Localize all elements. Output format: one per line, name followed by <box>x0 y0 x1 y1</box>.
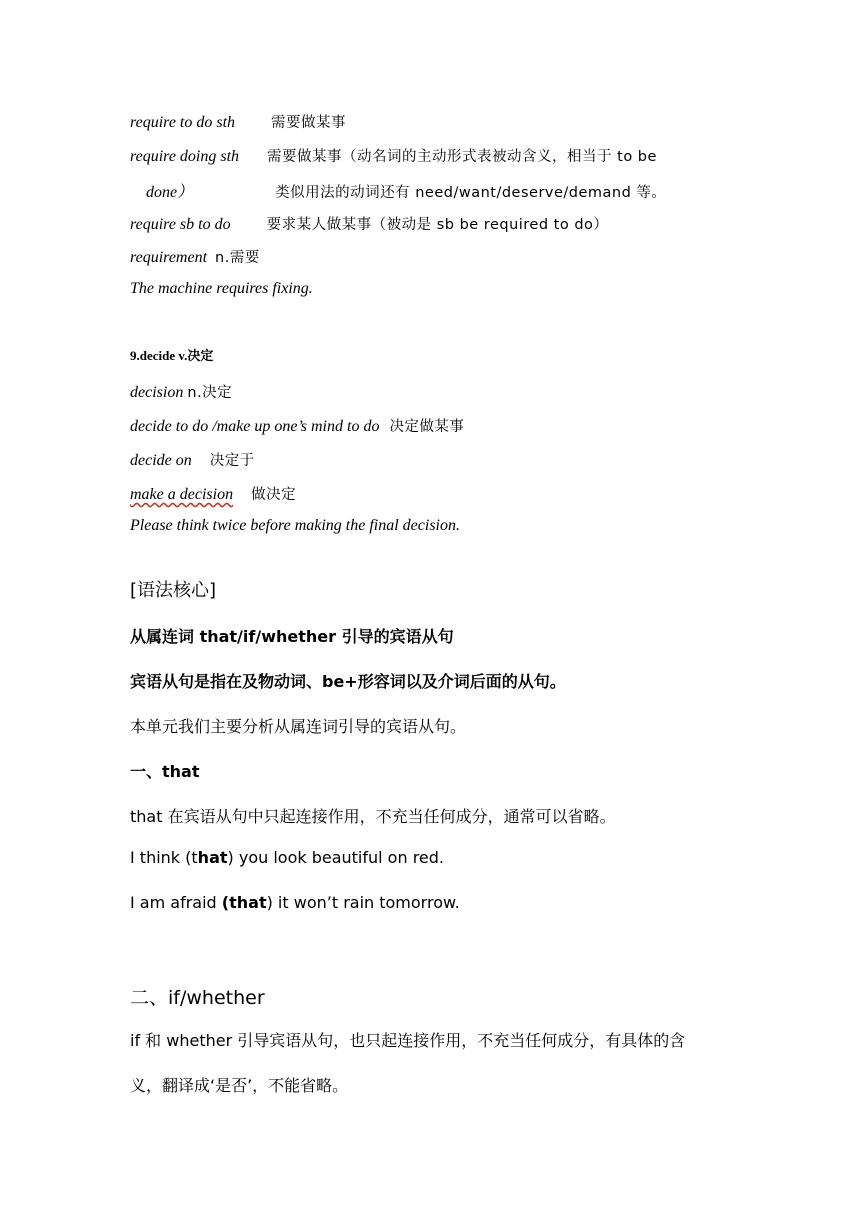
phrase-en: require sb to do <box>130 216 231 233</box>
phrase-en: make a decision <box>130 486 234 503</box>
phrase-en: require doing sth <box>130 148 240 165</box>
require-line-5 <box>130 246 260 267</box>
decide-heading: 9.decide v.决定 <box>130 348 214 363</box>
phrase-cn: 需要做某事 <box>271 115 347 131</box>
example-text: ) it won’t rain tomorrow. <box>266 893 460 912</box>
section-2-title: 二、if/whether <box>130 987 265 1009</box>
example-sentence-2 <box>130 893 460 912</box>
phrase-cn: n.决定 <box>187 385 233 401</box>
phrase-en: decide to do /make up one’s mind to do <box>130 418 380 435</box>
phrase-cn: 决定于 <box>209 453 255 469</box>
example-text: I think (t <box>130 848 198 867</box>
grammar-definition: 宾语从句是指在及物动词、be+形容词以及介词后面的从句。 <box>130 672 566 691</box>
decide-line-2 <box>130 415 464 436</box>
section-1-title: 一、that <box>130 762 200 781</box>
example-text: I am afraid <box>130 893 222 912</box>
phrase-en: done） <box>146 184 194 201</box>
require-line-1 <box>130 111 346 132</box>
section-2-text-line-2: 义，翻译成‘是否’，不能省略。 <box>130 1076 349 1095</box>
require-line-3 <box>146 179 666 202</box>
phrase-en: decide on <box>130 452 192 469</box>
example-emphasis: hat <box>197 848 228 867</box>
phrase-cn: 需要做某事（动名词的主动形式表被动含义，相当于 to be <box>267 149 657 165</box>
require-line-4 <box>130 213 608 234</box>
section-1-text: that 在宾语从句中只起连接作用，不充当任何成分，通常可以省略。 <box>130 807 616 826</box>
decide-example: Please think twice before making the final decision. <box>130 517 460 534</box>
phrase-cn: 决定做某事 <box>389 419 465 435</box>
phrase-en: decision <box>130 384 184 401</box>
require-line-2 <box>130 145 657 166</box>
phrase-cn: 类似用法的动词还有 need/want/deserve/demand 等。 <box>275 185 667 201</box>
decide-line-4 <box>130 483 296 504</box>
phrase-cn: 做决定 <box>251 487 297 503</box>
phrase-en: requirement <box>130 249 208 266</box>
example-sentence-1 <box>130 848 444 867</box>
phrase-en: require to do sth <box>130 114 236 131</box>
example-emphasis: (that <box>221 893 267 912</box>
phrase-cn: 要求某人做某事（被动是 sb be required to do） <box>266 217 609 233</box>
grammar-subtitle: 从属连词 that/if/whether 引导的宾语从句 <box>130 627 454 646</box>
decide-line-1 <box>130 381 232 402</box>
grammar-intro: 本单元我们主要分析从属连词引导的宾语从句。 <box>130 717 467 736</box>
decide-line-3 <box>130 449 255 470</box>
phrase-cn: n.需要 <box>215 250 260 266</box>
grammar-title: [语法核心] <box>130 580 217 601</box>
section-2-text-line-1: if 和 whether 引导宾语从句，也只起连接作用，不充当任何成分，有具体的含 <box>130 1031 686 1050</box>
require-example: The machine requires fixing. <box>130 280 313 297</box>
example-text: ) you look beautiful on red. <box>227 848 444 867</box>
